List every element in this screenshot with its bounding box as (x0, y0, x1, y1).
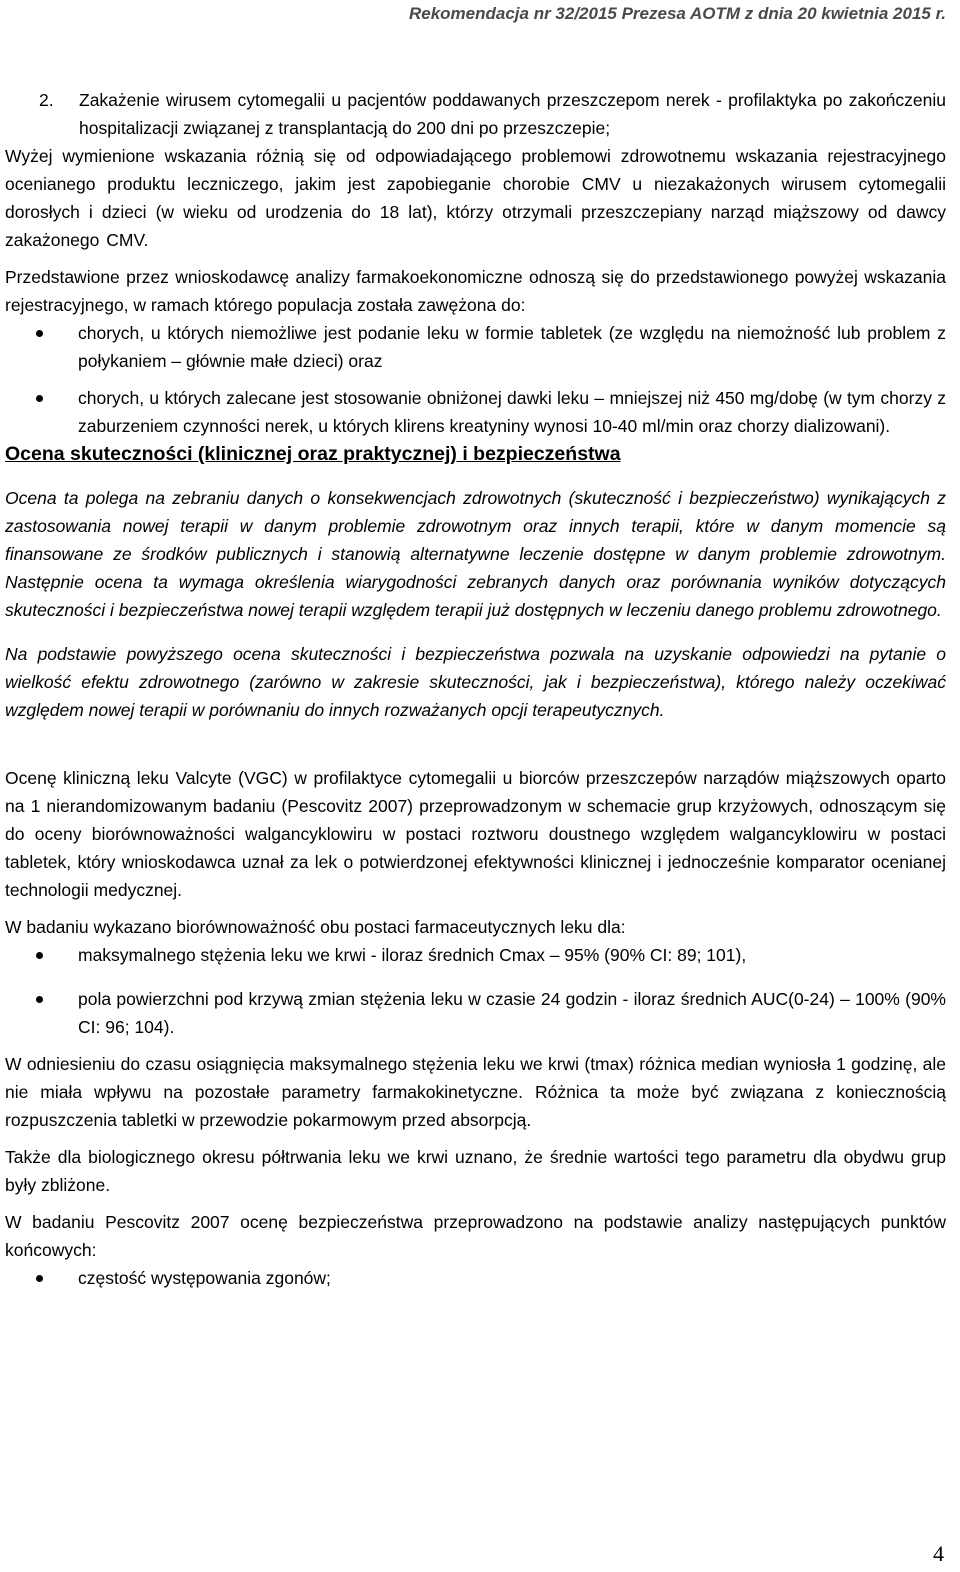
bullet-icon (36, 330, 43, 337)
paragraph-pharmacoeconomic-scope: Przedstawione przez wnioskodawcę analizy farmakoekonomiczne odnoszą się do przedstawionego powyżej wskazania rejestracyjnego, w ramach którego populacja została zawężona do: (5, 267, 946, 315)
list-item (5, 985, 946, 1041)
list-item (5, 384, 946, 440)
italic-text: Ocena ta polega na zebraniu danych o konsekwencjach zdrowotnych (skuteczność i bezpieczeństwo) wynikających z zastosowania nowej terapii w danym problemie zdrowotnym oraz innych terapii, które w danym momencie są finansowane ze środków publicznych i stanowią alternatywne leczenie dostępne w danym problemie zdrowotnym. (5, 488, 946, 564)
item-text: Zakażenie wirusem cytomegalii u pacjentów poddawanych przeszczepom nerek - profilaktyka po zakończeniu hospitalizacji związanej z transplantacją do 200 dni po przeszczepie; (79, 90, 946, 138)
bullet-icon (36, 952, 43, 959)
bullet-icon (36, 996, 43, 1003)
item-number: 2. (39, 90, 54, 110)
list-item-text: chorych, u których niemożliwe jest podanie leku w formie tabletek (ze względu na niemożność lub problem z połykaniem – głównie małe dzieci) oraz (78, 323, 946, 371)
numbered-item-2 (5, 86, 946, 142)
italic-paragraph-assessment (5, 484, 946, 624)
paragraph-tmax: W odniesieniu do czasu osiągnięcia maksymalnego stężenia leku we krwi (tmax) różnica median wyniosła 1 godzinę, ale nie miała wpływu na pozostałe parametry farmakokinetyczne. Różnica ta może być związana z koniecznością rozpuszczenia tabletki w przewodzie pokarmowym przed absorpcją. (5, 1054, 946, 1130)
list-item (5, 319, 946, 375)
italic-paragraph-effect: Na podstawie powyższego ocena skuteczności i bezpieczeństwa pozwala na uzyskanie odpowiedzi na pytanie o wielkość efektu zdrowotnego (zarówno w zakresie skuteczności, jak i bezpieczeństwa), którego należy oczekiwać względem nowej terapii w porównaniu do innych rozważanych opcji terapeutycznych. (5, 644, 946, 720)
bullet-icon (36, 1275, 43, 1282)
bullet-icon (36, 395, 43, 402)
bullet-list-bioequivalence (5, 941, 946, 1041)
list-item (5, 941, 946, 969)
paragraph-clinical-assessment: Ocenę kliniczną leku Valcyte (VGC) w profilaktyce cytomegalii u biorców przeszczepów narządów miąższowych oparto na 1 nierandomizowanym badaniu (Pescovitz 2007) przeprowadzonym w schemacie grup krzyżowych, odnoszącym się do oceny biorównoważności walgancyklowiru w postaci roztworu doustnego względem walgancyklowiru w postaci tabletek, który wnioskodawca uznał za lek o potwierdzonej efektywności klinicznej i jednocześnie komparator ocenianej technologii medycznej. (5, 768, 946, 900)
paragraph-safety-endpoints: W badaniu Pescovitz 2007 ocenę bezpieczeństwa przeprowadzono na podstawie analizy następujących punktów końcowych: (5, 1212, 946, 1260)
bullet-list-population (5, 319, 946, 440)
running-header: Rekomendacja nr 32/2015 Prezesa AOTM z dnia 20 kwietnia 2015 r. (408, 4, 946, 23)
section-heading: Ocena skuteczności (klinicznej oraz praktycznej) i bezpieczeństwa (5, 443, 621, 465)
list-item-text: maksymalnego stężenia leku we krwi - iloraz średnich Cmax – 95% (90% CI: 89; 101), (78, 945, 747, 965)
page-number: 4 (933, 1541, 944, 1566)
paragraph-half-life: Także dla biologicznego okresu półtrwania leku we krwi uznano, że średnie wartości tego parametru dla obydwu grup były zbliżone. (5, 1147, 946, 1195)
list-item-text: chorych, u których zalecane jest stosowanie obniżonej dawki leku – mniejszej niż 450 mg/dobę (w tym chorzy z zaburzeniem czynności nerek, u których klirens kreatyniny wynosi 10-40 ml/min oraz chorzy dializowani). (78, 388, 946, 436)
bullet-list-endpoints (5, 1264, 946, 1292)
list-item-text: częstość występowania zgonów; (78, 1268, 331, 1288)
paragraph-bioequivalence-intro: W badaniu wykazano biorównoważność obu postaci farmaceutycznych leku dla: (5, 917, 626, 937)
document-body (5, 86, 946, 1292)
list-item (5, 1264, 946, 1292)
italic-text: Następnie ocena ta wymaga określenia wiarygodności zebranych danych oraz porównania wyników dotyczących skuteczności i bezpieczeństwa nowej terapii względem terapii już dostępnych w leczeniu danego problemu zdrowotnego. (5, 572, 946, 620)
list-item-text: pola powierzchni pod krzywą zmian stężenia leku w czasie 24 godzin - iloraz średnich AUC(0-24) – 100% (90% CI: 96; 104). (78, 989, 946, 1037)
paragraph-indication-difference: Wyżej wymienione wskazania różnią się od odpowiadającego problemowi zdrowotnemu wskazania rejestracyjnego ocenianego produktu leczniczego, jakim jest zapobieganie chorobie CMV u niezakażonych wirusem cytomegalii dorosłych i dzieci (w wieku od urodzenia do 18 lat), którzy otrzymali przeszczepiany narząd miąższowy od dawcy zakażonego CMV. (5, 146, 946, 250)
